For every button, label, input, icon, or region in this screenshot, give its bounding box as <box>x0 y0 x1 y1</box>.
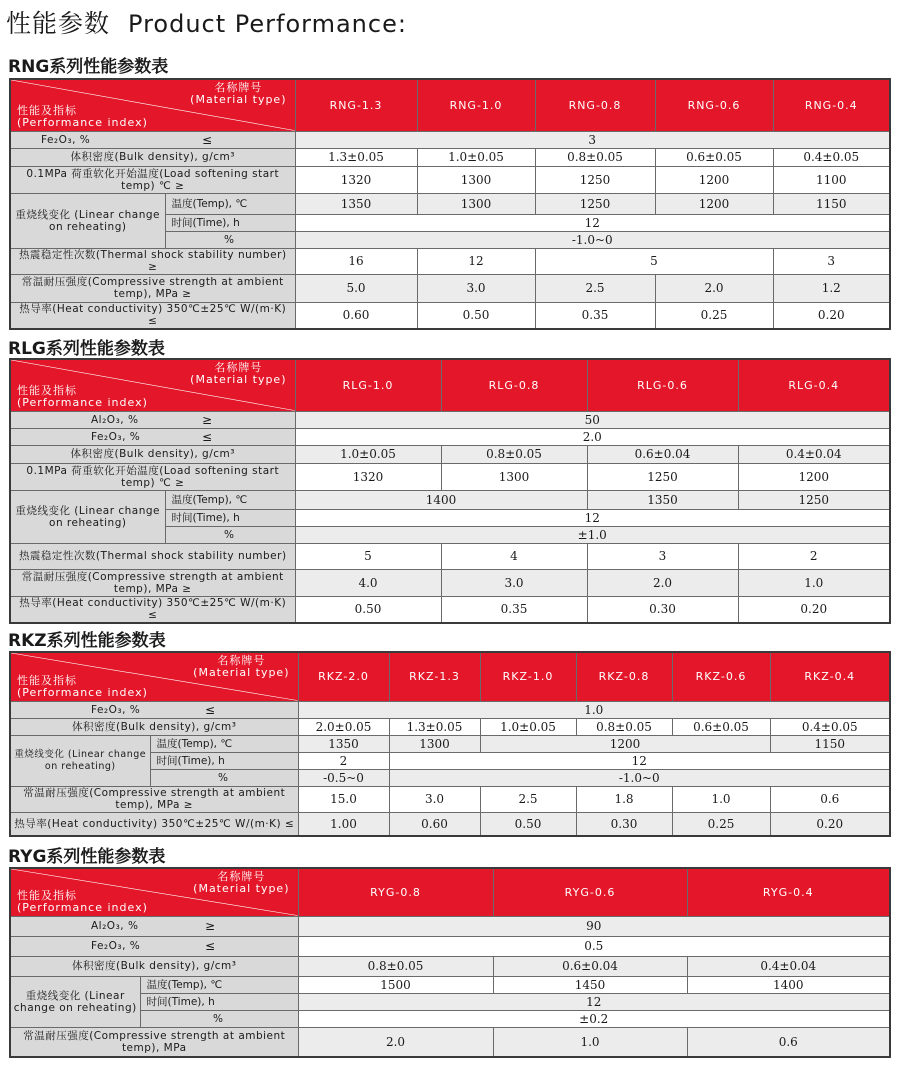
performance-index-label: 性能及指标 (Performance index) <box>17 103 148 129</box>
al2o3-label: Al₂O₃, % ≥ <box>10 916 298 936</box>
reheat-temp-value: 1300 <box>389 735 480 752</box>
le-symbol: ≤ <box>204 939 216 953</box>
rng-header-row <box>10 79 890 131</box>
reheat-time-value: 12 <box>298 993 890 1010</box>
percent-label: % <box>165 526 295 543</box>
reheat-time-value: 2 <box>298 752 389 769</box>
load-softening-value: 1250 <box>587 463 738 490</box>
load-softening-value: 1100 <box>773 166 890 193</box>
reheating-label: 重烧线变化 (Linear change on reheating) <box>10 976 140 1027</box>
rlg-table <box>9 358 891 624</box>
reheat-time-value: 12 <box>389 752 890 769</box>
bulk-density-label: 体积密度(Bulk density), g/cm³ <box>10 148 295 166</box>
bulk-density-value: 1.0±0.05 <box>480 718 576 735</box>
fe2o3-label: Fe₂O₃, % ≤ <box>10 701 298 718</box>
page-title-cn: 性能参数 <box>6 9 111 38</box>
compressive-strength-value: 1.0 <box>738 569 890 596</box>
thermal-shock-value: 3 <box>773 248 890 274</box>
rlg-strength-row <box>10 569 890 596</box>
time-label: 时间(Time), h <box>165 509 295 526</box>
heat-conductivity-value: 0.30 <box>587 596 738 623</box>
ryg-grade-header: RYG-0.4 <box>687 868 890 916</box>
material-type-label: 名称牌号 (Material type) <box>190 361 287 386</box>
heat-conductivity-value: 0.35 <box>441 596 587 623</box>
rlg-thermal-row <box>10 543 890 569</box>
reheat-temp-value: 1350 <box>295 193 417 214</box>
percent-label: % <box>140 1010 298 1027</box>
heat-conductivity-value: 1.00 <box>298 812 389 836</box>
heat-conductivity-value: 0.30 <box>576 812 672 836</box>
rng-thermal-row <box>10 248 890 274</box>
rng-bulk-row <box>10 148 890 166</box>
thermal-shock-value: 5 <box>535 248 773 274</box>
reheating-label: 重烧线变化 (Linear change on reheating) <box>10 193 165 248</box>
rkz-bulk-row <box>10 718 890 735</box>
heat-conductivity-value: 0.60 <box>295 302 417 329</box>
le-symbol: ≤ <box>204 702 216 717</box>
page-title <box>6 4 407 40</box>
bulk-density-value: 1.0±0.05 <box>417 148 535 166</box>
heat-conductivity-value: 0.20 <box>738 596 890 623</box>
bulk-density-value: 1.3±0.05 <box>295 148 417 166</box>
rkz-table <box>9 651 891 837</box>
rng-grade-header: RNG-0.6 <box>655 79 773 131</box>
compressive-strength-value: 3.0 <box>417 274 535 302</box>
time-label: 时间(Time), h <box>140 993 298 1010</box>
rlg-grade-header: RLG-1.0 <box>295 359 441 411</box>
ge-symbol: ≥ <box>204 919 216 933</box>
material-type-label: 名称牌号 (Material type) <box>193 870 290 895</box>
rng-fe2o3-row <box>10 131 890 148</box>
le-symbol: ≤ <box>201 132 213 147</box>
rlg-reheat-temp-row <box>10 490 890 509</box>
load-softening-value: 1300 <box>441 463 587 490</box>
rkz-grade-header: RKZ-0.6 <box>672 652 770 701</box>
fe2o3-label: Fe₂O₃, % ≤ <box>10 131 295 148</box>
performance-index-label: 性能及指标 (Performance index) <box>17 888 148 914</box>
load-softening-label: 0.1MPa 荷重软化开始温度(Load softening start temp) ℃ ≥ <box>10 166 295 193</box>
time-label: 时间(Time), h <box>165 214 295 231</box>
compressive-strength-value: 1.0 <box>493 1027 687 1057</box>
bulk-density-value: 0.8±0.05 <box>535 148 655 166</box>
heat-conductivity-value: 0.20 <box>770 812 890 836</box>
percent-label: % <box>150 769 298 786</box>
load-softening-label: 0.1MPa 荷重软化开始温度(Load softening start temp) ℃ ≥ <box>10 463 295 490</box>
compressive-strength-value: 15.0 <box>298 786 389 812</box>
fe2o3-label: Fe₂O₃, % ≤ <box>10 428 295 445</box>
reheat-pct-value: -0.5~0 <box>298 769 389 786</box>
rkz-grade-header: RKZ-0.4 <box>770 652 890 701</box>
load-softening-value: 1300 <box>417 166 535 193</box>
compressive-strength-value: 5.0 <box>295 274 417 302</box>
reheat-pct-value: -1.0~0 <box>295 231 890 248</box>
reheating-label: 重烧线变化 (Linear change on reheating) <box>10 490 165 543</box>
ryg-reheat-pct-row <box>10 1010 890 1027</box>
load-softening-value: 1320 <box>295 463 441 490</box>
compressive-strength-value: 0.6 <box>770 786 890 812</box>
heat-conductivity-value: 0.25 <box>672 812 770 836</box>
rlg-grade-header: RLG-0.8 <box>441 359 587 411</box>
fe2o3-value: 2.0 <box>295 428 890 445</box>
reheat-pct-value: -1.0~0 <box>389 769 890 786</box>
rkz-conductivity-row <box>10 812 890 836</box>
bulk-density-value: 0.8±0.05 <box>298 956 493 976</box>
reheat-temp-value: 1200 <box>655 193 773 214</box>
ryg-bulk-row <box>10 956 890 976</box>
al2o3-label: Al₂O₃, % ≥ <box>10 411 295 428</box>
material-type-label: 名称牌号 (Material type) <box>193 654 290 679</box>
reheat-temp-value: 1200 <box>480 735 770 752</box>
rng-grade-header: RNG-1.0 <box>417 79 535 131</box>
compressive-strength-value: 1.2 <box>773 274 890 302</box>
reheat-pct-value: ±0.2 <box>298 1010 890 1027</box>
time-label: 时间(Time), h <box>150 752 298 769</box>
reheat-temp-value: 1250 <box>535 193 655 214</box>
thermal-shock-label: 热震稳定性次数(Thermal shock stability number) ≥ <box>10 248 295 274</box>
heat-conductivity-label: 热导率(Heat conductivity) 350℃±25℃ W/(m·K) ≤ <box>10 302 295 329</box>
load-softening-value: 1200 <box>738 463 890 490</box>
bulk-density-value: 0.6±0.05 <box>672 718 770 735</box>
fe2o3-label: Fe₂O₃, % ≤ <box>10 936 298 956</box>
reheat-time-value: 12 <box>295 214 890 231</box>
bulk-density-value: 0.4±0.04 <box>687 956 890 976</box>
ryg-reheat-temp-row <box>10 976 890 993</box>
load-softening-value: 1320 <box>295 166 417 193</box>
compressive-strength-value: 4.0 <box>295 569 441 596</box>
ryg-reheat-time-row <box>10 993 890 1010</box>
bulk-density-value: 1.0±0.05 <box>295 445 441 463</box>
reheat-temp-value: 1400 <box>687 976 890 993</box>
thermal-shock-value: 12 <box>417 248 535 274</box>
rkz-grade-header: RKZ-1.0 <box>480 652 576 701</box>
fe2o3-value: 0.5 <box>298 936 890 956</box>
ryg-strength-row <box>10 1027 890 1057</box>
rkz-section-title: RKZ系列性能参数表 <box>8 631 166 651</box>
thermal-shock-value: 4 <box>441 543 587 569</box>
heat-conductivity-value: 0.20 <box>773 302 890 329</box>
heat-conductivity-value: 0.60 <box>389 812 480 836</box>
page-title-en: Product Performance: <box>128 10 407 38</box>
compressive-strength-value: 1.0 <box>672 786 770 812</box>
rkz-fe2o3-row <box>10 701 890 718</box>
reheating-label: 重烧线变化 (Linear change on reheating) <box>10 735 150 786</box>
heat-conductivity-value: 0.35 <box>535 302 655 329</box>
reheat-temp-value: 1300 <box>417 193 535 214</box>
rkz-reheat-temp-row <box>10 735 890 752</box>
reheat-pct-value: ±1.0 <box>295 526 890 543</box>
al2o3-value: 50 <box>295 411 890 428</box>
bulk-density-label: 体积密度(Bulk density), g/cm³ <box>10 445 295 463</box>
rkz-strength-row <box>10 786 890 812</box>
le-symbol: ≤ <box>201 429 213 444</box>
load-softening-value: 1200 <box>655 166 773 193</box>
rng-strength-row <box>10 274 890 302</box>
thermal-shock-value: 16 <box>295 248 417 274</box>
bulk-density-label: 体积密度(Bulk density), g/cm³ <box>10 718 298 735</box>
rlg-conductivity-row <box>10 596 890 623</box>
bulk-density-value: 0.6±0.05 <box>655 148 773 166</box>
heat-conductivity-label: 热导率(Heat conductivity) 350℃±25℃ W/(m·K) ≤ <box>10 812 298 836</box>
compressive-strength-label: 常温耐压强度(Compressive strength at ambient temp), MPa <box>10 1027 298 1057</box>
thermal-shock-value: 5 <box>295 543 441 569</box>
percent-label: % <box>165 231 295 248</box>
compressive-strength-value: 3.0 <box>389 786 480 812</box>
heat-conductivity-value: 0.50 <box>417 302 535 329</box>
bulk-density-value: 0.6±0.04 <box>587 445 738 463</box>
fe2o3-value: 3 <box>295 131 890 148</box>
ryg-grade-header: RYG-0.6 <box>493 868 687 916</box>
compressive-strength-value: 3.0 <box>441 569 587 596</box>
bulk-density-value: 0.8±0.05 <box>576 718 672 735</box>
material-type-label: 名称牌号 (Material type) <box>190 81 287 106</box>
ryg-section-title: RYG系列性能参数表 <box>8 847 166 867</box>
rng-grade-header: RNG-1.3 <box>295 79 417 131</box>
bulk-density-value: 0.8±0.05 <box>441 445 587 463</box>
thermal-shock-label: 热震稳定性次数(Thermal shock stability number) <box>10 543 295 569</box>
ryg-grade-header: RYG-0.8 <box>298 868 493 916</box>
compressive-strength-value: 2.5 <box>535 274 655 302</box>
performance-index-label: 性能及指标 (Performance index) <box>17 383 148 409</box>
heat-conductivity-value: 0.25 <box>655 302 773 329</box>
temp-label: 温度(Temp), ℃ <box>165 490 295 509</box>
heat-conductivity-value: 0.50 <box>295 596 441 623</box>
rlg-header-row <box>10 359 890 411</box>
bulk-density-value: 0.6±0.04 <box>493 956 687 976</box>
rlg-al2o3-row <box>10 411 890 428</box>
al2o3-value: 90 <box>298 916 890 936</box>
ryg-fe2o3-row <box>10 936 890 956</box>
thermal-shock-value: 3 <box>587 543 738 569</box>
compressive-strength-value: 0.6 <box>687 1027 890 1057</box>
temp-label: 温度(Temp), ℃ <box>140 976 298 993</box>
rng-load-row <box>10 166 890 193</box>
rkz-grade-header: RKZ-2.0 <box>298 652 389 701</box>
bulk-density-value: 0.4±0.04 <box>738 445 890 463</box>
ryg-al2o3-row <box>10 916 890 936</box>
thermal-shock-value: 2 <box>738 543 890 569</box>
rkz-header-row <box>10 652 890 701</box>
compressive-strength-value: 2.0 <box>655 274 773 302</box>
compressive-strength-label: 常温耐压强度(Compressive strength at ambient temp), MPa ≥ <box>10 786 298 812</box>
compressive-strength-value: 2.5 <box>480 786 576 812</box>
reheat-temp-value: 1350 <box>587 490 738 509</box>
rlg-grade-header: RLG-0.6 <box>587 359 738 411</box>
heat-conductivity-label: 热导率(Heat conductivity) 350℃±25℃ W/(m·K) ≤ <box>10 596 295 623</box>
rlg-bulk-row <box>10 445 890 463</box>
heat-conductivity-value: 0.50 <box>480 812 576 836</box>
compressive-strength-label: 常温耐压强度(Compressive strength at ambient temp), MPa ≥ <box>10 569 295 596</box>
ryg-table <box>9 867 891 1058</box>
compressive-strength-label: 常温耐压强度(Compressive strength at ambient temp), MPa ≥ <box>10 274 295 302</box>
reheat-temp-value: 1400 <box>295 490 587 509</box>
rkz-grade-header: RKZ-0.8 <box>576 652 672 701</box>
performance-index-label: 性能及指标 (Performance index) <box>17 673 148 699</box>
ryg-header-row <box>10 868 890 916</box>
bulk-density-label: 体积密度(Bulk density), g/cm³ <box>10 956 298 976</box>
reheat-temp-value: 1500 <box>298 976 493 993</box>
bulk-density-value: 1.3±0.05 <box>389 718 480 735</box>
compressive-strength-value: 2.0 <box>298 1027 493 1057</box>
rlg-fe2o3-row <box>10 428 890 445</box>
rkz-grade-header: RKZ-1.3 <box>389 652 480 701</box>
reheat-temp-value: 1450 <box>493 976 687 993</box>
reheat-temp-value: 1350 <box>298 735 389 752</box>
reheat-temp-value: 1150 <box>770 735 890 752</box>
bulk-density-value: 0.4±0.05 <box>773 148 890 166</box>
rng-grade-header: RNG-0.8 <box>535 79 655 131</box>
load-softening-value: 1250 <box>535 166 655 193</box>
fe2o3-value: 1.0 <box>298 701 890 718</box>
rlg-grade-header: RLG-0.4 <box>738 359 890 411</box>
ryg-corner-cell <box>10 868 298 916</box>
reheat-time-value: 12 <box>295 509 890 526</box>
compressive-strength-value: 2.0 <box>587 569 738 596</box>
rng-conductivity-row <box>10 302 890 329</box>
temp-label: 温度(Temp), ℃ <box>165 193 295 214</box>
compressive-strength-value: 1.8 <box>576 786 672 812</box>
rng-section-title: RNG系列性能参数表 <box>8 57 169 77</box>
reheat-temp-value: 1150 <box>773 193 890 214</box>
rlg-load-row <box>10 463 890 490</box>
rlg-section-title: RLG系列性能参数表 <box>8 339 165 359</box>
temp-label: 温度(Temp), ℃ <box>150 735 298 752</box>
rng-grade-header: RNG-0.4 <box>773 79 890 131</box>
rlg-corner-cell <box>10 359 295 411</box>
reheat-temp-value: 1250 <box>738 490 890 509</box>
rng-corner-cell <box>10 79 295 131</box>
rng-reheat-temp-row <box>10 193 890 214</box>
bulk-density-value: 2.0±0.05 <box>298 718 389 735</box>
rng-table <box>9 78 891 330</box>
ge-symbol: ≥ <box>201 412 213 427</box>
rkz-corner-cell <box>10 652 298 701</box>
bulk-density-value: 0.4±0.05 <box>770 718 890 735</box>
